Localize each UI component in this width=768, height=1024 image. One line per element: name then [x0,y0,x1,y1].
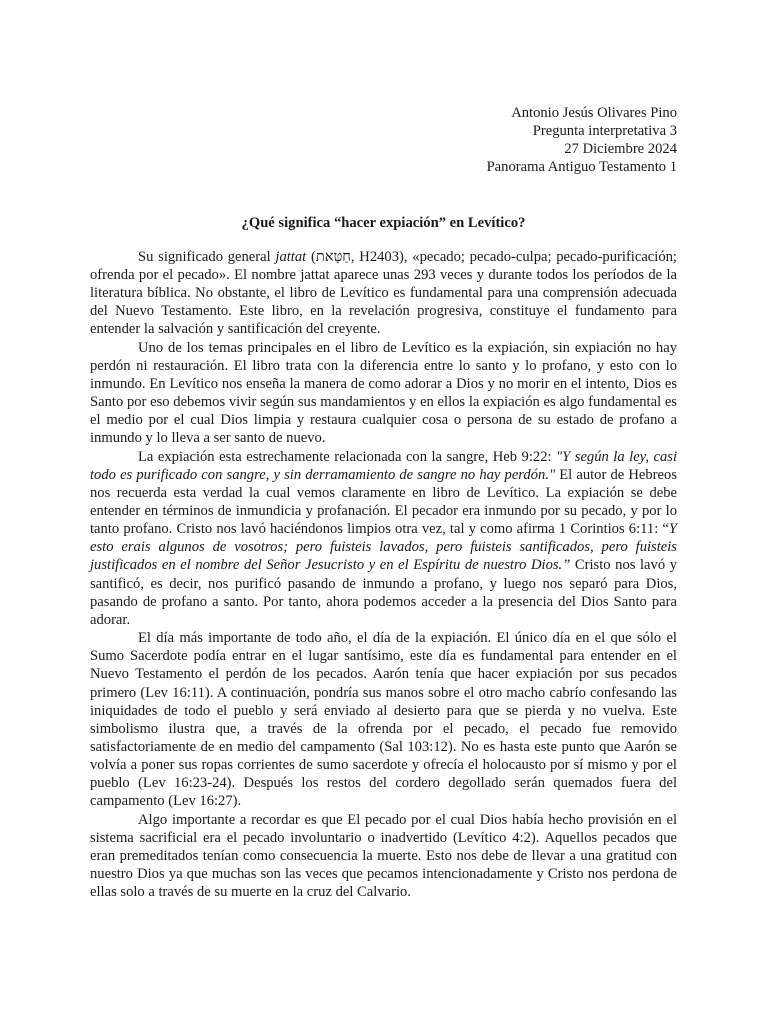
paragraph-5-text: Algo importante a recordar es que El pecado por el cual Dios había hecho provisión en el sistema sacrificial era el pecado involuntario o inadvertido (Levítico 4:2). Aquellos pecados que eran premeditados tenían como consecuencia la muerte. Esto nos debe de llevar a una gratitud con nuestro Dios ya que muchas son las veces que pecamos intencionadamente y Cristo nos perdona de ellas solo a través de su muerte en la cruz del Calvario. [90,811,677,901]
document-title: ¿Qué significa “hacer expiación” en Levítico? [241,214,526,231]
paragraph-3-text-c: Cristo nos lavó y santificó, es decir, nos purificó pasando de inmundo a profano, y luego nos separó para Dios, pasando de profano a santo. Por tanto, ahora podemos acceder a la presencia del Dios Santo para adorar. [90,557,677,628]
paragraph-3-quote-hebrews: "Y según la ley, casi todo es purificado con sangre, y sin derramamiento de sangre no hay perdón." [90,448,677,483]
document-header [90,104,677,177]
paragraph-1 [90,248,677,339]
paragraph-1-term-italic: jattat [275,248,307,265]
paragraph-2 [90,339,677,448]
course-name: Panorama Antiguo Testamento 1 [486,159,677,176]
paragraph-3 [90,448,677,630]
document-page [90,104,677,901]
paragraph-3-text-a: La expiación esta estrechamente relacionada con la sangre, Heb 9:22: [138,448,557,465]
paragraph-1-text-a: Su significado general [138,248,276,265]
paragraph-5 [90,811,677,902]
paragraph-3-text-b: El autor de Hebreos nos recuerda esta verdad la cual vemos claramente en libro de Levítico. La expiación se debe entender en términos de inmundicia y profanación. El pecador era inmundo por su pecado, y por lo tanto profano. Cristo nos lavó haciéndonos limpios otra vez, tal y como afirma 1 Corintios 6:11: “ [90,466,677,538]
paragraph-2-text: Uno de los temas principales en el libro de Levítico es la expiación, sin expiación no hay perdón ni restauración. El libro trata con la diferencia entre lo santo y lo profano, y esto con lo inmundo. En Levítico nos enseña la manera de como adorar a Dios y no morir en el intento, Dios es Santo por eso debemos vivir según sus mandamientos y en ellos la expiación es algo fundamental es el medio por el cual Dios limpia y restaura cualquier cosa o persona de su estado de profano a inmundo y lo lleva a ser santo de nuevo. [90,339,677,447]
paragraph-3-quote-corinthians: Y esto erais algunos de vosotros; pero fuisteis lavados, pero fuisteis santificados, pero fuisteis justificados en el nombre del Señor Jesucristo y en el Espíritu de nuestro Dios.” [90,521,677,574]
assignment-label: Pregunta interpretativa 3 [532,123,677,140]
author-name: Antonio Jesús Olivares Pino [511,105,677,121]
paragraph-1-text-b: (חַטָּאת, H2403), «pecado; pecado-culpa; pecado-purificación; ofrenda por el pecado». El nombre jattat aparece unas 293 veces y durante todos los períodos de la literatura bíblica. No obstante, el libro de Levítico es fundamental para una comprensión adecuada del Nuevo Testamento. Este libro, en la revelación progresiva, constituye el fundamento para entender la salvación y santificación del creyente. [90,248,677,338]
document-date: 27 Diciembre 2024 [564,141,677,158]
paragraph-4-text: El día más importante de todo año, el día de la expiación. El único día en el que sólo el Sumo Sacerdote podía entrar en el lugar santísimo, este día es fundamental para entender en el Nuevo Testamento el perdón de los pecados. Aarón tenía que hacer expiación por sus pecados primero (Lev 16:11). A continuación, pondría sus manos sobre el otro macho cabrío confesando las iniquidades de todo el pueblo y será enviado al desierto para que se pierda y no vuelva. Este simbolismo ilustra que, a través de la ofrenda por el pecado, el pecado fue removido satisfactoriamente de en medio del campamento (Sal 103:12). No es hasta este punto que Aarón se volvía a poner sus ropas corrientes de sumo sacerdote y ofrecía el holocausto por sí mismo y por el pueblo (Lev 16:23-24). Después los restos del cordero degollado serán quemados fuera del campamento (Lev 16:27). [90,630,677,810]
paragraph-4 [90,629,677,811]
